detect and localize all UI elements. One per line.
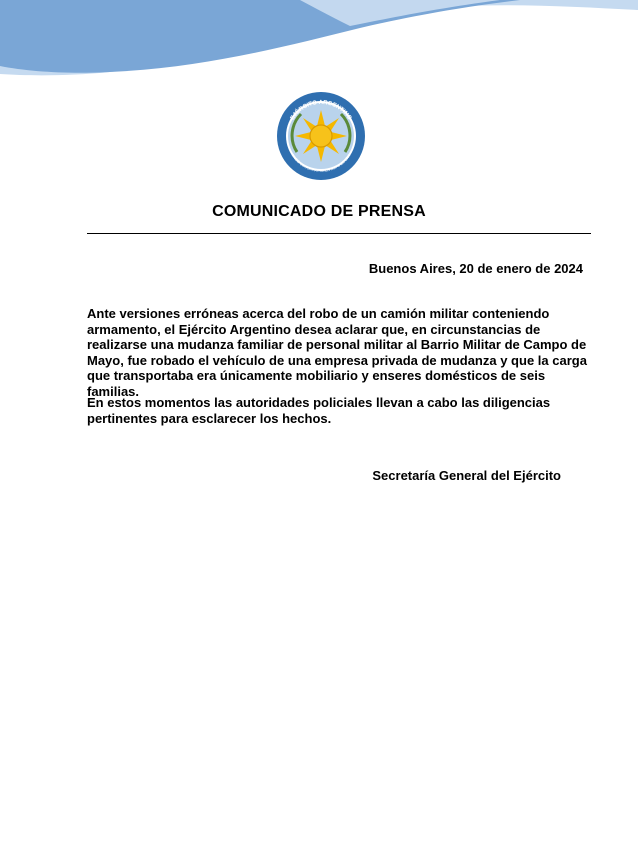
emblem-top-text: EJÉRCITO ARGENTINO [289, 99, 353, 122]
paragraph-2: En estos momentos las autoridades policiales llevan a cabo las diligencias pertinentes para esclarecer los hechos. [87, 395, 551, 426]
wave-dark-band [0, 0, 520, 73]
ejercito-argentino-emblem [275, 90, 367, 182]
title-divider [87, 233, 591, 234]
signature: Secretaría General del Ejército [372, 468, 561, 483]
document-date: Buenos Aires, 20 de enero de 2024 [368, 261, 583, 276]
emblem-bottom-text: NACIÓ CON LA PATRIA EN MAYO DE 1810 [290, 153, 352, 174]
decorative-header-wave [0, 0, 638, 90]
paragraph-1: Ante versiones erróneas acerca del robo de un camión militar conteniendo armamento, el Ejército Argentino desea aclarar que, en circunstancias de realizarse una mudanza familiar de personal militar al Barrio Militar de Campo de Mayo, fue robado el vehículo de una empresa privada de mudanza y que la carga que transportaba era únicamente mobiliario y enseres domésticos de seis familias. [87, 306, 587, 399]
page-title: COMUNICADO DE PRENSA [212, 203, 426, 220]
